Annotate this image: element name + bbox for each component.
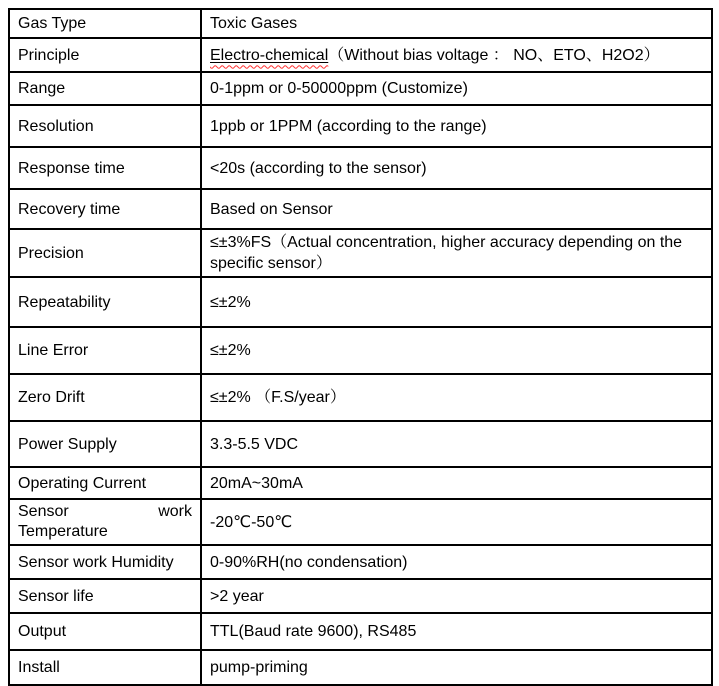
spec-row xyxy=(9,38,712,72)
spec-value-cell xyxy=(201,72,712,105)
spec-value-cell xyxy=(201,9,712,38)
spec-row xyxy=(9,499,712,545)
spec-value-text: ≤±2% xyxy=(210,293,251,311)
spec-value-text: 0-1ppm or 0-50000ppm (Customize) xyxy=(210,80,468,97)
spec-value-text: 1ppb or 1PPM (according to the range) xyxy=(210,117,487,135)
spec-value-cell xyxy=(201,579,712,613)
spec-value-text: pump-priming xyxy=(210,659,308,676)
spec-label-word: Sensor xyxy=(18,503,69,520)
spec-row xyxy=(9,421,712,467)
spec-value-text: （Without bias voltage ： NO、ETO、H2O2） xyxy=(328,46,660,64)
spec-value-cell xyxy=(201,105,712,147)
spec-value-text: Based on Sensor xyxy=(210,200,333,218)
underlined-term-wrap xyxy=(210,47,328,64)
spec-label-cell: Repeatability xyxy=(9,277,201,327)
spec-label-cell: Zero Drift xyxy=(9,374,201,421)
spec-row xyxy=(9,277,712,327)
spec-value-text: ≤±3%FS（Actual concentration, higher accuracy depending on the specific sensor） xyxy=(210,234,683,272)
spec-row xyxy=(9,579,712,613)
spec-value-cell xyxy=(201,327,712,374)
spec-label-word: work xyxy=(158,503,192,520)
spec-label-cell: Sensor life xyxy=(9,579,201,613)
spec-label-cell: Line Error xyxy=(9,327,201,374)
spec-label-cell: Principle xyxy=(9,38,201,72)
spec-value-text: ≤±2% （F.S/year） xyxy=(210,389,346,406)
spec-value-text: >2 year xyxy=(210,587,264,605)
spec-value-text: <20s (according to the sensor) xyxy=(210,159,427,177)
spec-value-text: Toxic Gases xyxy=(210,15,298,32)
spec-value-cell xyxy=(201,147,712,189)
spec-label-cell xyxy=(9,499,201,545)
spec-value-cell xyxy=(201,38,712,72)
spec-row xyxy=(9,613,712,650)
spec-value-text: 0-90%RH(no condensation) xyxy=(210,553,408,571)
spec-value-cell xyxy=(201,421,712,467)
spec-label-cell: Output xyxy=(9,613,201,650)
spec-row xyxy=(9,72,712,105)
spec-row xyxy=(9,229,712,277)
spec-label-cell: Sensor work Humidity xyxy=(9,545,201,579)
spec-value-cell xyxy=(201,229,712,277)
spec-value-cell xyxy=(201,650,712,685)
spec-row xyxy=(9,147,712,189)
spec-value-cell xyxy=(201,374,712,421)
spec-value-cell xyxy=(201,499,712,545)
spec-value-cell xyxy=(201,189,712,229)
spec-label-cell: Resolution xyxy=(9,105,201,147)
spec-label-line2: Temperature xyxy=(18,523,108,540)
spec-row xyxy=(9,650,712,685)
spec-row xyxy=(9,545,712,579)
spec-row xyxy=(9,189,712,229)
spec-value-cell xyxy=(201,613,712,650)
spec-value-text: 20mA~30mA xyxy=(210,474,303,492)
spec-row xyxy=(9,9,712,38)
spec-value-text: TTL(Baud rate 9600), RS485 xyxy=(210,623,417,640)
spec-label-cell: Install xyxy=(9,650,201,685)
spec-label-line1 xyxy=(18,502,192,522)
spec-label-cell: Power Supply xyxy=(9,421,201,467)
spec-table xyxy=(8,8,713,686)
spec-row xyxy=(9,327,712,374)
spec-label-cell: Recovery time xyxy=(9,189,201,229)
spec-value-text: -20℃-50℃ xyxy=(210,513,293,531)
spec-label-cell: Precision xyxy=(9,229,201,277)
spec-value-cell xyxy=(201,467,712,499)
underlined-term: Electro-chemical xyxy=(210,46,329,64)
spec-row xyxy=(9,467,712,499)
spec-row xyxy=(9,105,712,147)
spec-label-cell: Response time xyxy=(9,147,201,189)
spec-row xyxy=(9,374,712,421)
spec-value-text: 3.3-5.5 VDC xyxy=(210,435,299,453)
spec-label-cell: Operating Current xyxy=(9,467,201,499)
spec-label-cell: Range xyxy=(9,72,201,105)
spec-table-body xyxy=(9,9,712,685)
spec-value-cell xyxy=(201,545,712,579)
spec-value-text: ≤±2% xyxy=(210,342,251,359)
spec-label-cell: Gas Type xyxy=(9,9,201,38)
spec-value-cell xyxy=(201,277,712,327)
